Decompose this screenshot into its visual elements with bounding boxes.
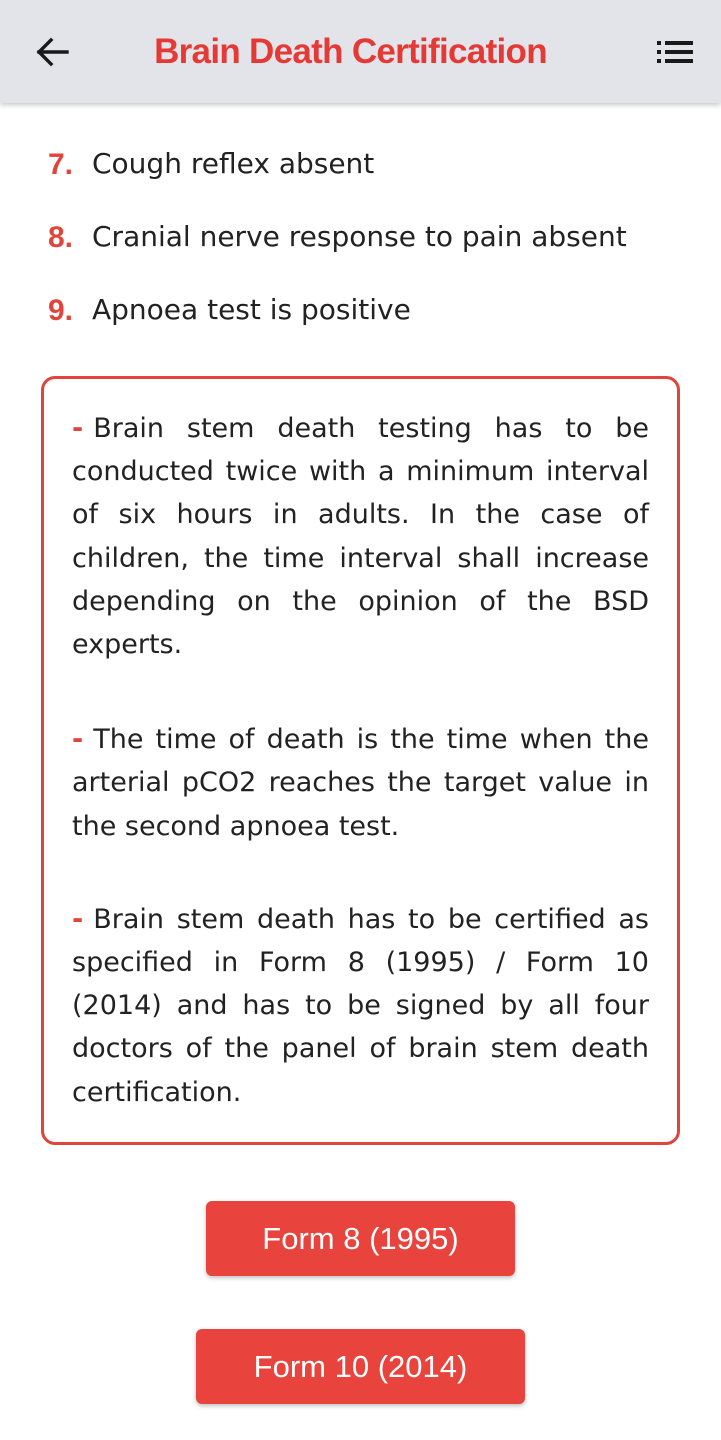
note-paragraph [72, 407, 649, 666]
list-item-number: 9. [48, 294, 74, 327]
list-item-number: 8. [48, 221, 74, 254]
bullet-dash: - [72, 903, 84, 935]
page-title: Brain Death Certification [154, 32, 547, 71]
form-10-button[interactable]: Form 10 (2014) [196, 1329, 525, 1404]
list-item-text: Cough reflex absent [92, 147, 375, 180]
list-item-text: Apnoea test is positive [92, 293, 411, 326]
app-bar [0, 0, 721, 103]
form-8-button[interactable]: Form 8 (1995) [206, 1201, 515, 1276]
list-item-text: Cranial nerve response to pain absent [92, 220, 627, 253]
bullet-dash: - [72, 724, 84, 756]
list-item [0, 140, 721, 213]
criteria-list [0, 140, 721, 359]
note-text: Brain stem death has to be certified as specified in Form 8 (1995) / Form 10 (2014) and has to be signed by all four doctors of the panel of brain stem death certification. [72, 903, 649, 1108]
list-menu-icon [657, 40, 693, 64]
list-item [0, 286, 721, 359]
note-text: Brain stem death testing has to be conducted twice with a minimum interval of six hours in adults. In the case of children, the time interval shall increase depending on the opinion of the BSD experts. [72, 413, 649, 661]
notes-box [41, 376, 680, 1145]
note-paragraph [72, 898, 649, 1114]
list-item-number: 7. [48, 148, 74, 181]
menu-button[interactable] [649, 28, 701, 76]
bullet-dash: - [72, 413, 84, 444]
note-paragraph [72, 718, 649, 848]
list-item [0, 213, 721, 286]
note-text: The time of death is the time when the arterial pCO2 reaches the target value in the second apnoea test. [72, 724, 649, 842]
